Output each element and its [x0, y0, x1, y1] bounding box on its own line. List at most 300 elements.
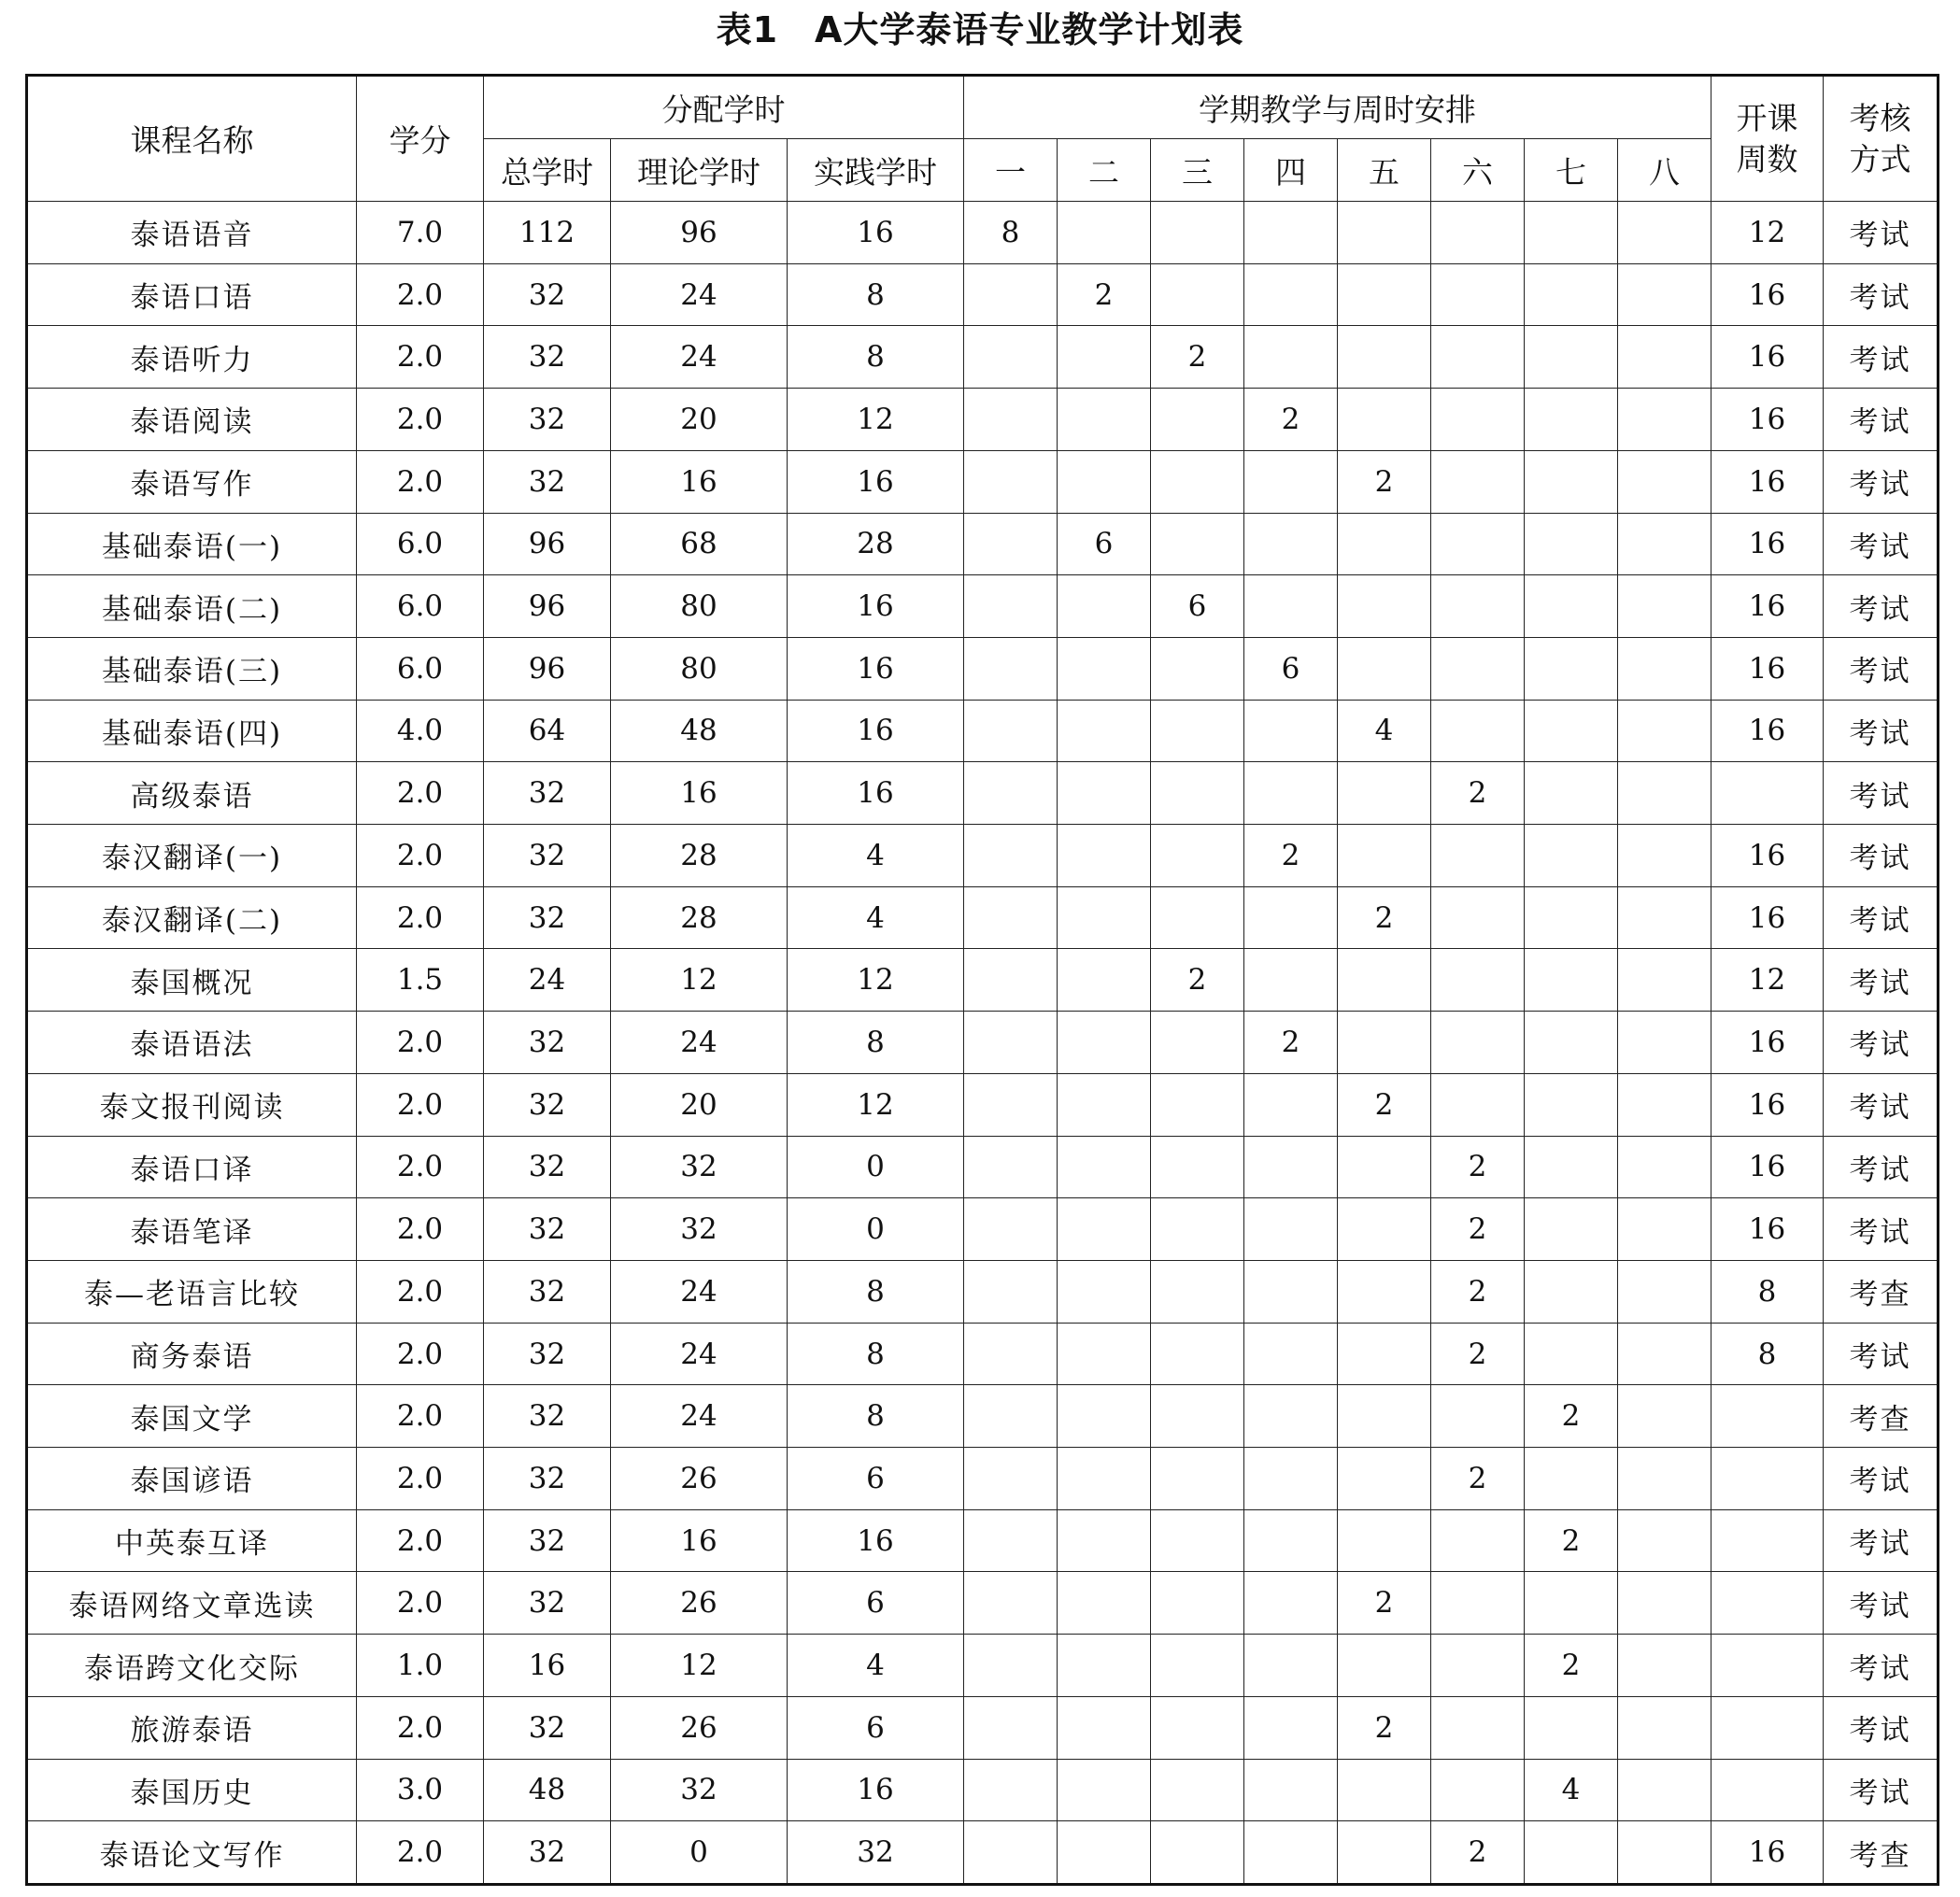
- theory-hours-cell: 26: [611, 1448, 788, 1510]
- semester-3-cell: [1151, 513, 1244, 575]
- semester-1-cell: [964, 1198, 1058, 1261]
- practice-hours-cell: 16: [788, 202, 964, 264]
- course-name-cell: 泰语语法: [27, 1012, 357, 1074]
- semester-8-cell: [1618, 1572, 1711, 1635]
- assessment-cell: 考试: [1824, 637, 1939, 700]
- total-hours-cell: 32: [484, 886, 611, 949]
- semester-4-cell: [1244, 450, 1338, 513]
- total-hours-cell: 32: [484, 389, 611, 451]
- semester-5-cell: [1338, 1448, 1431, 1510]
- semester-7-cell: [1525, 700, 1618, 762]
- course-name-cell: 中英泰互译: [27, 1509, 357, 1572]
- practice-hours-cell: 16: [788, 1759, 964, 1821]
- header-practice-hours: 实践学时: [788, 139, 964, 202]
- semester-8-cell: [1618, 1509, 1711, 1572]
- assessment-cell: 考试: [1824, 1012, 1939, 1074]
- course-name-cell: 商务泰语: [27, 1323, 357, 1385]
- theory-hours-cell: 26: [611, 1696, 788, 1759]
- weeks-cell: [1711, 1448, 1824, 1510]
- semester-6-cell: 2: [1431, 762, 1525, 825]
- total-hours-cell: 32: [484, 263, 611, 326]
- course-name-cell: 泰语口语: [27, 263, 357, 326]
- total-hours-cell: 32: [484, 1821, 611, 1885]
- header-theory-hours: 理论学时: [611, 139, 788, 202]
- semester-4-cell: [1244, 762, 1338, 825]
- semester-3-cell: [1151, 1821, 1244, 1885]
- semester-4-cell: 2: [1244, 389, 1338, 451]
- theory-hours-cell: 32: [611, 1759, 788, 1821]
- credits-cell: 1.0: [357, 1635, 484, 1697]
- practice-hours-cell: 28: [788, 513, 964, 575]
- semester-3-cell: [1151, 389, 1244, 451]
- credits-cell: 2.0: [357, 263, 484, 326]
- weeks-cell: 16: [1711, 575, 1824, 638]
- semester-1-cell: [964, 389, 1058, 451]
- theory-hours-cell: 0: [611, 1821, 788, 1885]
- table-row: [27, 450, 1939, 513]
- semester-1-cell: [964, 1572, 1058, 1635]
- semester-2-cell: [1058, 949, 1151, 1012]
- semester-6-cell: [1431, 825, 1525, 887]
- semester-1-cell: [964, 1509, 1058, 1572]
- course-name-cell: 泰国概况: [27, 949, 357, 1012]
- semester-5-cell: [1338, 637, 1431, 700]
- practice-hours-cell: 16: [788, 575, 964, 638]
- semester-5-cell: [1338, 949, 1431, 1012]
- practice-hours-cell: 16: [788, 1509, 964, 1572]
- practice-hours-cell: 4: [788, 825, 964, 887]
- table-row: [27, 326, 1939, 389]
- semester-8-cell: [1618, 1260, 1711, 1323]
- semester-7-cell: [1525, 762, 1618, 825]
- course-name-cell: 泰文报刊阅读: [27, 1073, 357, 1136]
- semester-8-cell: [1618, 1012, 1711, 1074]
- practice-hours-cell: 16: [788, 700, 964, 762]
- semester-7-cell: [1525, 886, 1618, 949]
- credits-cell: 2.0: [357, 450, 484, 513]
- semester-3-cell: [1151, 1136, 1244, 1198]
- assessment-cell: 考试: [1824, 1198, 1939, 1261]
- table-row: [27, 1696, 1939, 1759]
- semester-6-cell: [1431, 1509, 1525, 1572]
- total-hours-cell: 32: [484, 1385, 611, 1448]
- semester-6-cell: [1431, 202, 1525, 264]
- semester-5-cell: [1338, 1323, 1431, 1385]
- semester-6-cell: 2: [1431, 1136, 1525, 1198]
- credits-cell: 3.0: [357, 1759, 484, 1821]
- header-weeks: [1711, 76, 1824, 202]
- semester-8-cell: [1618, 700, 1711, 762]
- weeks-cell: 16: [1711, 263, 1824, 326]
- credits-cell: 2.0: [357, 1385, 484, 1448]
- semester-7-cell: [1525, 450, 1618, 513]
- weeks-cell: 12: [1711, 949, 1824, 1012]
- weeks-cell: [1711, 1385, 1824, 1448]
- semester-1-cell: [964, 637, 1058, 700]
- semester-5-cell: 2: [1338, 1696, 1431, 1759]
- semester-4-cell: [1244, 1572, 1338, 1635]
- theory-hours-cell: 20: [611, 389, 788, 451]
- semester-4-cell: [1244, 1448, 1338, 1510]
- semester-5-cell: 2: [1338, 1572, 1431, 1635]
- semester-3-cell: [1151, 886, 1244, 949]
- semester-7-cell: [1525, 1073, 1618, 1136]
- assessment-cell: 考试: [1824, 513, 1939, 575]
- total-hours-cell: 32: [484, 1572, 611, 1635]
- semester-8-cell: [1618, 1821, 1711, 1885]
- semester-7-cell: [1525, 202, 1618, 264]
- semester-1-cell: [964, 886, 1058, 949]
- credits-cell: 6.0: [357, 575, 484, 638]
- semester-7-cell: [1525, 1821, 1618, 1885]
- assessment-cell: 考试: [1824, 263, 1939, 326]
- semester-5-cell: [1338, 825, 1431, 887]
- semester-3-cell: [1151, 1198, 1244, 1261]
- semester-1-cell: [964, 1759, 1058, 1821]
- semester-4-cell: [1244, 575, 1338, 638]
- credits-cell: 4.0: [357, 700, 484, 762]
- semester-8-cell: [1618, 389, 1711, 451]
- semester-6-cell: [1431, 1572, 1525, 1635]
- theory-hours-cell: 24: [611, 1012, 788, 1074]
- table-row: [27, 1448, 1939, 1510]
- weeks-cell: 16: [1711, 1073, 1824, 1136]
- total-hours-cell: 32: [484, 1012, 611, 1074]
- semester-1-cell: [964, 1448, 1058, 1510]
- semester-4-cell: [1244, 263, 1338, 326]
- course-name-cell: 泰语听力: [27, 326, 357, 389]
- practice-hours-cell: 12: [788, 1073, 964, 1136]
- weeks-cell: 16: [1711, 1012, 1824, 1074]
- theory-hours-cell: 24: [611, 1385, 788, 1448]
- semester-5-cell: 2: [1338, 886, 1431, 949]
- semester-7-cell: [1525, 1136, 1618, 1198]
- total-hours-cell: 96: [484, 637, 611, 700]
- course-name-cell: 基础泰语(三): [27, 637, 357, 700]
- semester-6-cell: [1431, 1635, 1525, 1697]
- weeks-cell: [1711, 1759, 1824, 1821]
- practice-hours-cell: 6: [788, 1572, 964, 1635]
- weeks-cell: [1711, 1696, 1824, 1759]
- semester-5-cell: 4: [1338, 700, 1431, 762]
- semester-6-cell: 2: [1431, 1323, 1525, 1385]
- total-hours-cell: 32: [484, 825, 611, 887]
- semester-5-cell: 2: [1338, 1073, 1431, 1136]
- semester-5-cell: [1338, 1821, 1431, 1885]
- semester-4-cell: [1244, 949, 1338, 1012]
- credits-cell: 6.0: [357, 637, 484, 700]
- theory-hours-cell: 24: [611, 326, 788, 389]
- table-row: [27, 575, 1939, 638]
- table-row: [27, 1821, 1939, 1885]
- header-semester-5: 五: [1338, 139, 1431, 202]
- assessment-cell: 考试: [1824, 1696, 1939, 1759]
- semester-5-cell: [1338, 1385, 1431, 1448]
- semester-2-cell: [1058, 1385, 1151, 1448]
- table-row: [27, 1260, 1939, 1323]
- semester-5-cell: [1338, 202, 1431, 264]
- table-row: [27, 1635, 1939, 1697]
- semester-5-cell: [1338, 1198, 1431, 1261]
- total-hours-cell: 24: [484, 949, 611, 1012]
- total-hours-cell: 16: [484, 1635, 611, 1697]
- total-hours-cell: 32: [484, 1198, 611, 1261]
- semester-5-cell: [1338, 762, 1431, 825]
- assessment-cell: 考试: [1824, 700, 1939, 762]
- assessment-cell: 考试: [1824, 202, 1939, 264]
- assessment-cell: 考试: [1824, 1136, 1939, 1198]
- header-assessment-line1: 考核: [1849, 99, 1911, 136]
- credits-cell: 1.5: [357, 949, 484, 1012]
- course-name-cell: 泰语网络文章选读: [27, 1572, 357, 1635]
- course-name-cell: 泰语跨文化交际: [27, 1635, 357, 1697]
- assessment-cell: 考试: [1824, 1509, 1939, 1572]
- header-semester-2: 二: [1058, 139, 1151, 202]
- header-weeks-line2: 周数: [1736, 140, 1798, 177]
- weeks-cell: 16: [1711, 637, 1824, 700]
- semester-1-cell: [964, 263, 1058, 326]
- credits-cell: 2.0: [357, 1073, 484, 1136]
- semester-3-cell: [1151, 637, 1244, 700]
- semester-5-cell: [1338, 1759, 1431, 1821]
- semester-8-cell: [1618, 202, 1711, 264]
- course-name-cell: 泰—老语言比较: [27, 1260, 357, 1323]
- assessment-cell: 考试: [1824, 1759, 1939, 1821]
- credits-cell: 2.0: [357, 1572, 484, 1635]
- semester-2-cell: [1058, 886, 1151, 949]
- credits-cell: 7.0: [357, 202, 484, 264]
- credits-cell: 2.0: [357, 886, 484, 949]
- weeks-cell: 16: [1711, 1821, 1824, 1885]
- weeks-cell: 8: [1711, 1323, 1824, 1385]
- semester-3-cell: [1151, 1572, 1244, 1635]
- semester-6-cell: 2: [1431, 1821, 1525, 1885]
- semester-2-cell: [1058, 389, 1151, 451]
- semester-4-cell: [1244, 886, 1338, 949]
- semester-5-cell: [1338, 1635, 1431, 1697]
- semester-6-cell: [1431, 326, 1525, 389]
- table-row: [27, 513, 1939, 575]
- weeks-cell: [1711, 1635, 1824, 1697]
- header-assessment: [1824, 76, 1939, 202]
- practice-hours-cell: 4: [788, 1635, 964, 1697]
- total-hours-cell: 32: [484, 1136, 611, 1198]
- header-semester-6: 六: [1431, 139, 1525, 202]
- semester-7-cell: [1525, 1198, 1618, 1261]
- semester-8-cell: [1618, 1696, 1711, 1759]
- semester-4-cell: 2: [1244, 1012, 1338, 1074]
- weeks-cell: 16: [1711, 326, 1824, 389]
- semester-4-cell: [1244, 1198, 1338, 1261]
- semester-1-cell: [964, 1323, 1058, 1385]
- semester-4-cell: [1244, 326, 1338, 389]
- semester-7-cell: 2: [1525, 1635, 1618, 1697]
- table-row: [27, 1136, 1939, 1198]
- semester-1-cell: [964, 825, 1058, 887]
- table-row: [27, 1198, 1939, 1261]
- semester-2-cell: [1058, 1136, 1151, 1198]
- semester-2-cell: [1058, 1696, 1151, 1759]
- semester-5-cell: [1338, 389, 1431, 451]
- credits-cell: 2.0: [357, 1198, 484, 1261]
- semester-6-cell: [1431, 513, 1525, 575]
- semester-2-cell: [1058, 1198, 1151, 1261]
- table-row: [27, 1073, 1939, 1136]
- semester-4-cell: [1244, 1759, 1338, 1821]
- semester-3-cell: [1151, 263, 1244, 326]
- theory-hours-cell: 12: [611, 1635, 788, 1697]
- semester-1-cell: [964, 1696, 1058, 1759]
- semester-7-cell: [1525, 389, 1618, 451]
- semester-1-cell: [964, 1136, 1058, 1198]
- table-row: [27, 700, 1939, 762]
- total-hours-cell: 64: [484, 700, 611, 762]
- semester-8-cell: [1618, 1385, 1711, 1448]
- semester-3-cell: [1151, 825, 1244, 887]
- semester-2-cell: [1058, 1323, 1151, 1385]
- semester-2-cell: [1058, 1821, 1151, 1885]
- semester-2-cell: [1058, 1448, 1151, 1510]
- practice-hours-cell: 8: [788, 1012, 964, 1074]
- theory-hours-cell: 28: [611, 825, 788, 887]
- assessment-cell: 考试: [1824, 1572, 1939, 1635]
- header-semester-8: 八: [1618, 139, 1711, 202]
- semester-1-cell: [964, 762, 1058, 825]
- theory-hours-cell: 20: [611, 1073, 788, 1136]
- total-hours-cell: 32: [484, 1323, 611, 1385]
- weeks-cell: 16: [1711, 825, 1824, 887]
- theory-hours-cell: 26: [611, 1572, 788, 1635]
- table-row: [27, 389, 1939, 451]
- teaching-plan-table: [25, 74, 1939, 1886]
- credits-cell: 2.0: [357, 1509, 484, 1572]
- semester-6-cell: [1431, 1385, 1525, 1448]
- table-row: [27, 202, 1939, 264]
- semester-1-cell: [964, 700, 1058, 762]
- total-hours-cell: 96: [484, 575, 611, 638]
- semester-5-cell: [1338, 263, 1431, 326]
- semester-8-cell: [1618, 450, 1711, 513]
- semester-1-cell: 8: [964, 202, 1058, 264]
- total-hours-cell: 32: [484, 1260, 611, 1323]
- credits-cell: 2.0: [357, 326, 484, 389]
- semester-1-cell: [964, 1821, 1058, 1885]
- table-row: [27, 762, 1939, 825]
- semester-5-cell: [1338, 1012, 1431, 1074]
- semester-2-cell: [1058, 326, 1151, 389]
- semester-8-cell: [1618, 1759, 1711, 1821]
- course-name-cell: 高级泰语: [27, 762, 357, 825]
- semester-6-cell: [1431, 1012, 1525, 1074]
- semester-4-cell: [1244, 1821, 1338, 1885]
- practice-hours-cell: 0: [788, 1136, 964, 1198]
- semester-6-cell: [1431, 389, 1525, 451]
- semester-5-cell: [1338, 575, 1431, 638]
- table-row: [27, 263, 1939, 326]
- semester-7-cell: 4: [1525, 1759, 1618, 1821]
- semester-8-cell: [1618, 1323, 1711, 1385]
- semester-2-cell: [1058, 637, 1151, 700]
- semester-6-cell: [1431, 886, 1525, 949]
- header-semester-1: 一: [964, 139, 1058, 202]
- semester-2-cell: [1058, 1012, 1151, 1074]
- assessment-cell: 考试: [1824, 1323, 1939, 1385]
- semester-7-cell: [1525, 1260, 1618, 1323]
- semester-4-cell: [1244, 1323, 1338, 1385]
- total-hours-cell: 32: [484, 1073, 611, 1136]
- theory-hours-cell: 32: [611, 1198, 788, 1261]
- credits-cell: 2.0: [357, 1012, 484, 1074]
- total-hours-cell: 96: [484, 513, 611, 575]
- semester-3-cell: 2: [1151, 326, 1244, 389]
- credits-cell: 2.0: [357, 1448, 484, 1510]
- semester-3-cell: [1151, 202, 1244, 264]
- assessment-cell: 考查: [1824, 1821, 1939, 1885]
- semester-8-cell: [1618, 762, 1711, 825]
- table-row: [27, 1385, 1939, 1448]
- table-row: [27, 1572, 1939, 1635]
- semester-2-cell: [1058, 762, 1151, 825]
- semester-8-cell: [1618, 825, 1711, 887]
- header-hours-group: 分配学时: [484, 76, 964, 139]
- weeks-cell: 12: [1711, 202, 1824, 264]
- table-row: [27, 1323, 1939, 1385]
- theory-hours-cell: 80: [611, 637, 788, 700]
- semester-1-cell: [964, 450, 1058, 513]
- semester-8-cell: [1618, 637, 1711, 700]
- assessment-cell: 考试: [1824, 825, 1939, 887]
- table-body: [27, 202, 1939, 1885]
- credits-cell: 2.0: [357, 1260, 484, 1323]
- total-hours-cell: 32: [484, 1448, 611, 1510]
- semester-2-cell: 2: [1058, 263, 1151, 326]
- semester-2-cell: 6: [1058, 513, 1151, 575]
- practice-hours-cell: 6: [788, 1448, 964, 1510]
- semester-7-cell: [1525, 1696, 1618, 1759]
- semester-8-cell: [1618, 326, 1711, 389]
- semester-6-cell: [1431, 1073, 1525, 1136]
- assessment-cell: 考试: [1824, 1635, 1939, 1697]
- course-name-cell: 泰语口译: [27, 1136, 357, 1198]
- semester-3-cell: [1151, 1260, 1244, 1323]
- weeks-cell: 8: [1711, 1260, 1824, 1323]
- semester-4-cell: [1244, 700, 1338, 762]
- semester-1-cell: [964, 1385, 1058, 1448]
- practice-hours-cell: 8: [788, 1260, 964, 1323]
- header-course-name: 课程名称: [27, 76, 357, 202]
- header-credits: 学分: [357, 76, 484, 202]
- semester-4-cell: [1244, 513, 1338, 575]
- assessment-cell: 考试: [1824, 949, 1939, 1012]
- course-name-cell: 泰汉翻译(一): [27, 825, 357, 887]
- semester-8-cell: [1618, 1136, 1711, 1198]
- semester-3-cell: [1151, 1073, 1244, 1136]
- semester-3-cell: 6: [1151, 575, 1244, 638]
- semester-7-cell: 2: [1525, 1385, 1618, 1448]
- theory-hours-cell: 24: [611, 1323, 788, 1385]
- semester-6-cell: [1431, 450, 1525, 513]
- semester-4-cell: 6: [1244, 637, 1338, 700]
- semester-7-cell: [1525, 949, 1618, 1012]
- semester-1-cell: [964, 326, 1058, 389]
- weeks-cell: 16: [1711, 1136, 1824, 1198]
- course-name-cell: 基础泰语(二): [27, 575, 357, 638]
- semester-2-cell: [1058, 1260, 1151, 1323]
- semester-5-cell: 2: [1338, 450, 1431, 513]
- semester-3-cell: [1151, 1385, 1244, 1448]
- semester-4-cell: [1244, 202, 1338, 264]
- semester-7-cell: [1525, 825, 1618, 887]
